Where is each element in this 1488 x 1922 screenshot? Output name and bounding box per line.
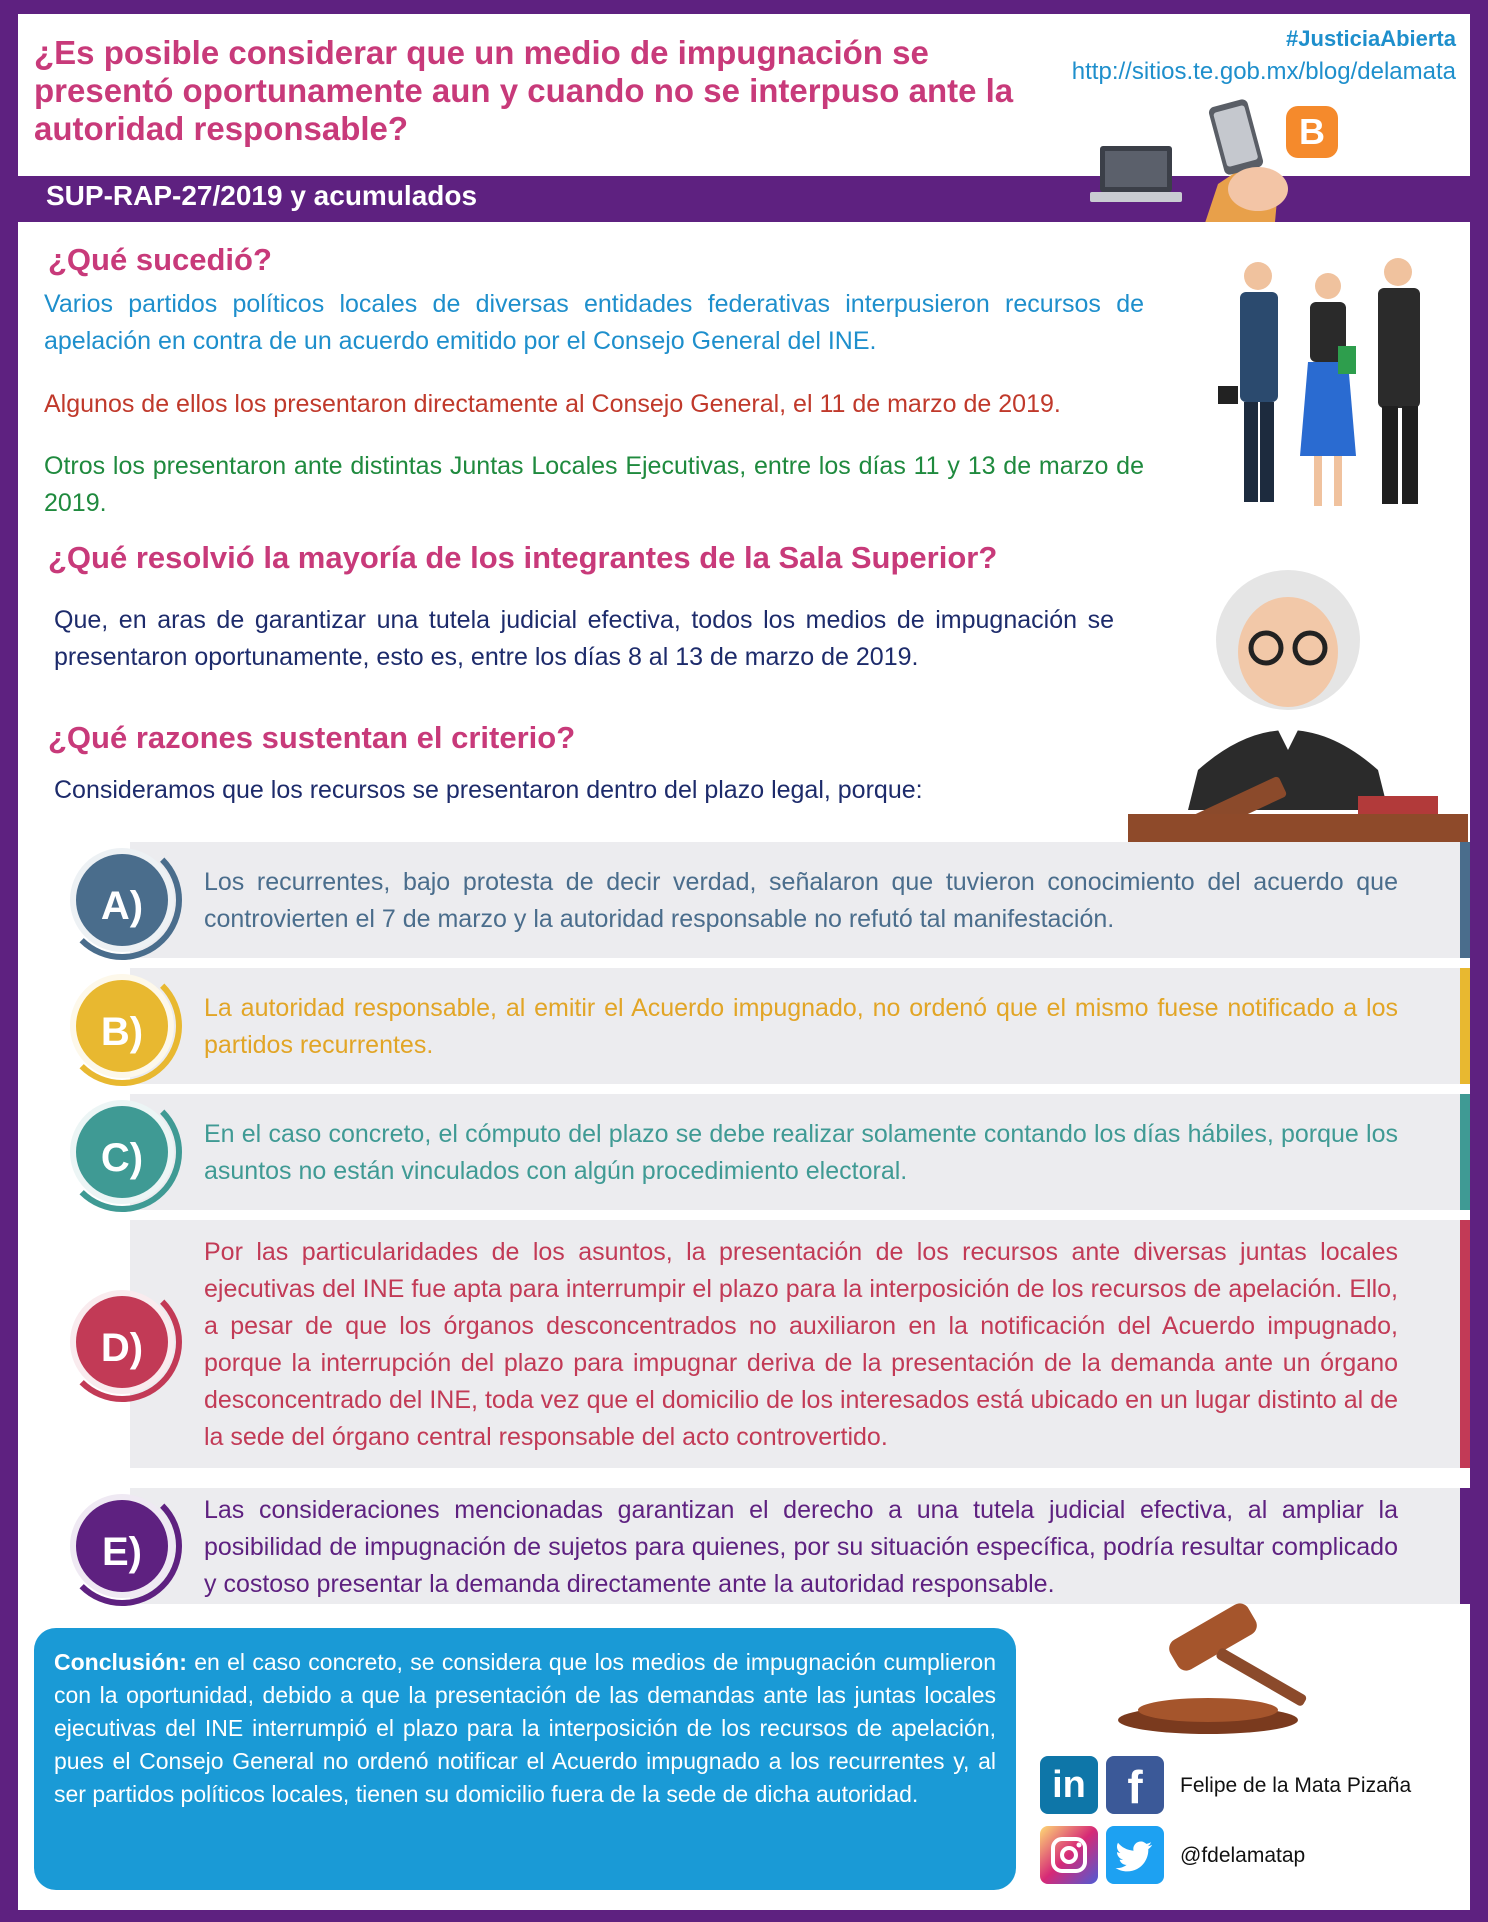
- reason-c-text: En el caso concreto, el cómputo del plazo se debe realizar solamente contando los días hábiles, porque los asuntos no están vinculados con algún procedimiento electoral.: [204, 1120, 1398, 1185]
- reason-c-bar: [1460, 1094, 1470, 1210]
- reason-e-bar: [1460, 1488, 1470, 1604]
- reason-b-card: [130, 968, 1470, 1084]
- reason-d-badge: D): [70, 1290, 174, 1394]
- blog-url[interactable]: http://sitios.te.gob.mx/blog/delamata: [1071, 58, 1456, 85]
- paragraph-reasons-intro: Consideramos que los recursos se presentaron dentro del plazo legal, porque:: [54, 776, 923, 804]
- heading-what-happened: ¿Qué sucedió?: [48, 242, 272, 277]
- reason-c-badge: C): [70, 1100, 174, 1204]
- reason-e-badge: E): [70, 1494, 174, 1598]
- hashtag[interactable]: #JusticiaAbierta: [1286, 26, 1456, 51]
- linkedin-icon[interactable]: in: [1040, 1756, 1098, 1814]
- instagram-glyph-icon: [1040, 1826, 1098, 1884]
- twitter-icon[interactable]: [1106, 1826, 1164, 1884]
- heading-what-resolved: ¿Qué resolvió la mayoría de los integrantes de la Sala Superior?: [48, 540, 998, 575]
- social-handle[interactable]: @fdelamatap: [1180, 1844, 1306, 1867]
- blogger-icon[interactable]: B: [1286, 106, 1338, 158]
- paragraph-what-happened-2: Algunos de ellos los presentaron directamente al Consejo General, el 11 de marzo de 2019.: [44, 390, 1061, 418]
- reason-e-card: [130, 1488, 1470, 1604]
- judge-illustration: [1128, 570, 1468, 840]
- laptop-icon: [1090, 144, 1182, 206]
- reason-e-text: Las consideraciones mencionadas garantizan el derecho a una tutela judicial efectiva, al ampliar la posibilidad de impugnación de sujetos para quienes, por su situación específica, podría resultar complicado y costoso presentar la demanda directamente ante la autoridad responsable.: [204, 1496, 1398, 1598]
- facebook-icon[interactable]: f: [1106, 1756, 1164, 1814]
- conclusion-paragraph: [54, 1646, 996, 1811]
- reason-a-bar: [1460, 842, 1470, 958]
- header: [18, 14, 1470, 176]
- twitter-bird-icon: [1106, 1826, 1164, 1884]
- instagram-icon[interactable]: [1040, 1826, 1098, 1884]
- author-name: Felipe de la Mata Pizaña: [1180, 1774, 1412, 1797]
- conclusion-label: Conclusión:: [54, 1649, 187, 1675]
- case-number: SUP-RAP-27/2019 y acumulados: [46, 180, 478, 211]
- business-people-illustration: [1218, 246, 1448, 516]
- reason-b-badge: B): [70, 974, 174, 1078]
- reason-a-text: Los recurrentes, bajo protesta de decir verdad, señalaron que tuvieron conocimiento del acuerdo que controvierten el 7 de marzo y la autoridad responsable no refutó tal manifestación.: [204, 868, 1398, 933]
- reason-a-badge: A): [70, 848, 174, 952]
- paragraph-what-happened-3: Otros los presentaron ante distintas Juntas Locales Ejecutivas, entre los días 11 y 13 de marzo de 2019.: [44, 452, 1144, 517]
- reason-a-card: [130, 842, 1470, 958]
- reason-d-text: Por las particularidades de los asuntos, la presentación de los recursos ante diversas juntas locales ejecutivas del INE fue apta para interrumpir el plazo para la interposición de los recursos de apelación. Ello, a pesar de que los órganos desconcentrados no auxiliaron en la notificación del Acuerdo impugnado, porque la interrupción del plazo para impugnar deriva de la presentación de la demanda ante un órgano desconcentrado del INE, toda vez que el domicilio de los interesados está ubicado en un lugar distinto al de la sede del órgano central responsable del acto controvertido.: [204, 1238, 1398, 1451]
- paragraph-what-happened-1: Varios partidos políticos locales de diversas entidades federativas interpusieron recursos de apelación en contra de un acuerdo emitido por el Consejo General del INE.: [44, 290, 1144, 355]
- reason-d-bar: [1460, 1220, 1470, 1468]
- page-title: ¿Es posible considerar que un medio de impugnación se presentó oportunamente aun y cuando no se interpuso ante la autoridad responsable?: [34, 34, 1014, 147]
- paragraph-what-resolved: Que, en aras de garantizar una tutela judicial efectiva, todos los medios de impugnación se presentaron oportunamente, esto es, entre los días 8 al 13 de marzo de 2019.: [54, 606, 1114, 671]
- conclusion-box: [34, 1628, 1016, 1890]
- reason-b-text: La autoridad responsable, al emitir el Acuerdo impugnado, no ordenó que el mismo fuese notificado a los partidos recurrentes.: [204, 994, 1398, 1059]
- conclusion-text: en el caso concreto, se considera que los medios de impugnación cumplieron con la oportunidad, debido a que la presentación de las demandas ante las juntas locales ejecutivas del INE interrumpió el plazo para la interposición de los recursos de apelación, pues el Consejo General no ordenó notificar el Acuerdo impugnado a los recurrentes y, al ser partidos políticos locales, tienen su domicilio fuera de la sede de dicha autoridad.: [54, 1649, 996, 1807]
- reason-b-bar: [1460, 968, 1470, 1084]
- reason-c-card: [130, 1094, 1470, 1210]
- heading-reasons: ¿Qué razones sustentan el criterio?: [48, 720, 576, 755]
- reason-d-card: [130, 1220, 1470, 1468]
- gavel-illustration: [1098, 1590, 1318, 1740]
